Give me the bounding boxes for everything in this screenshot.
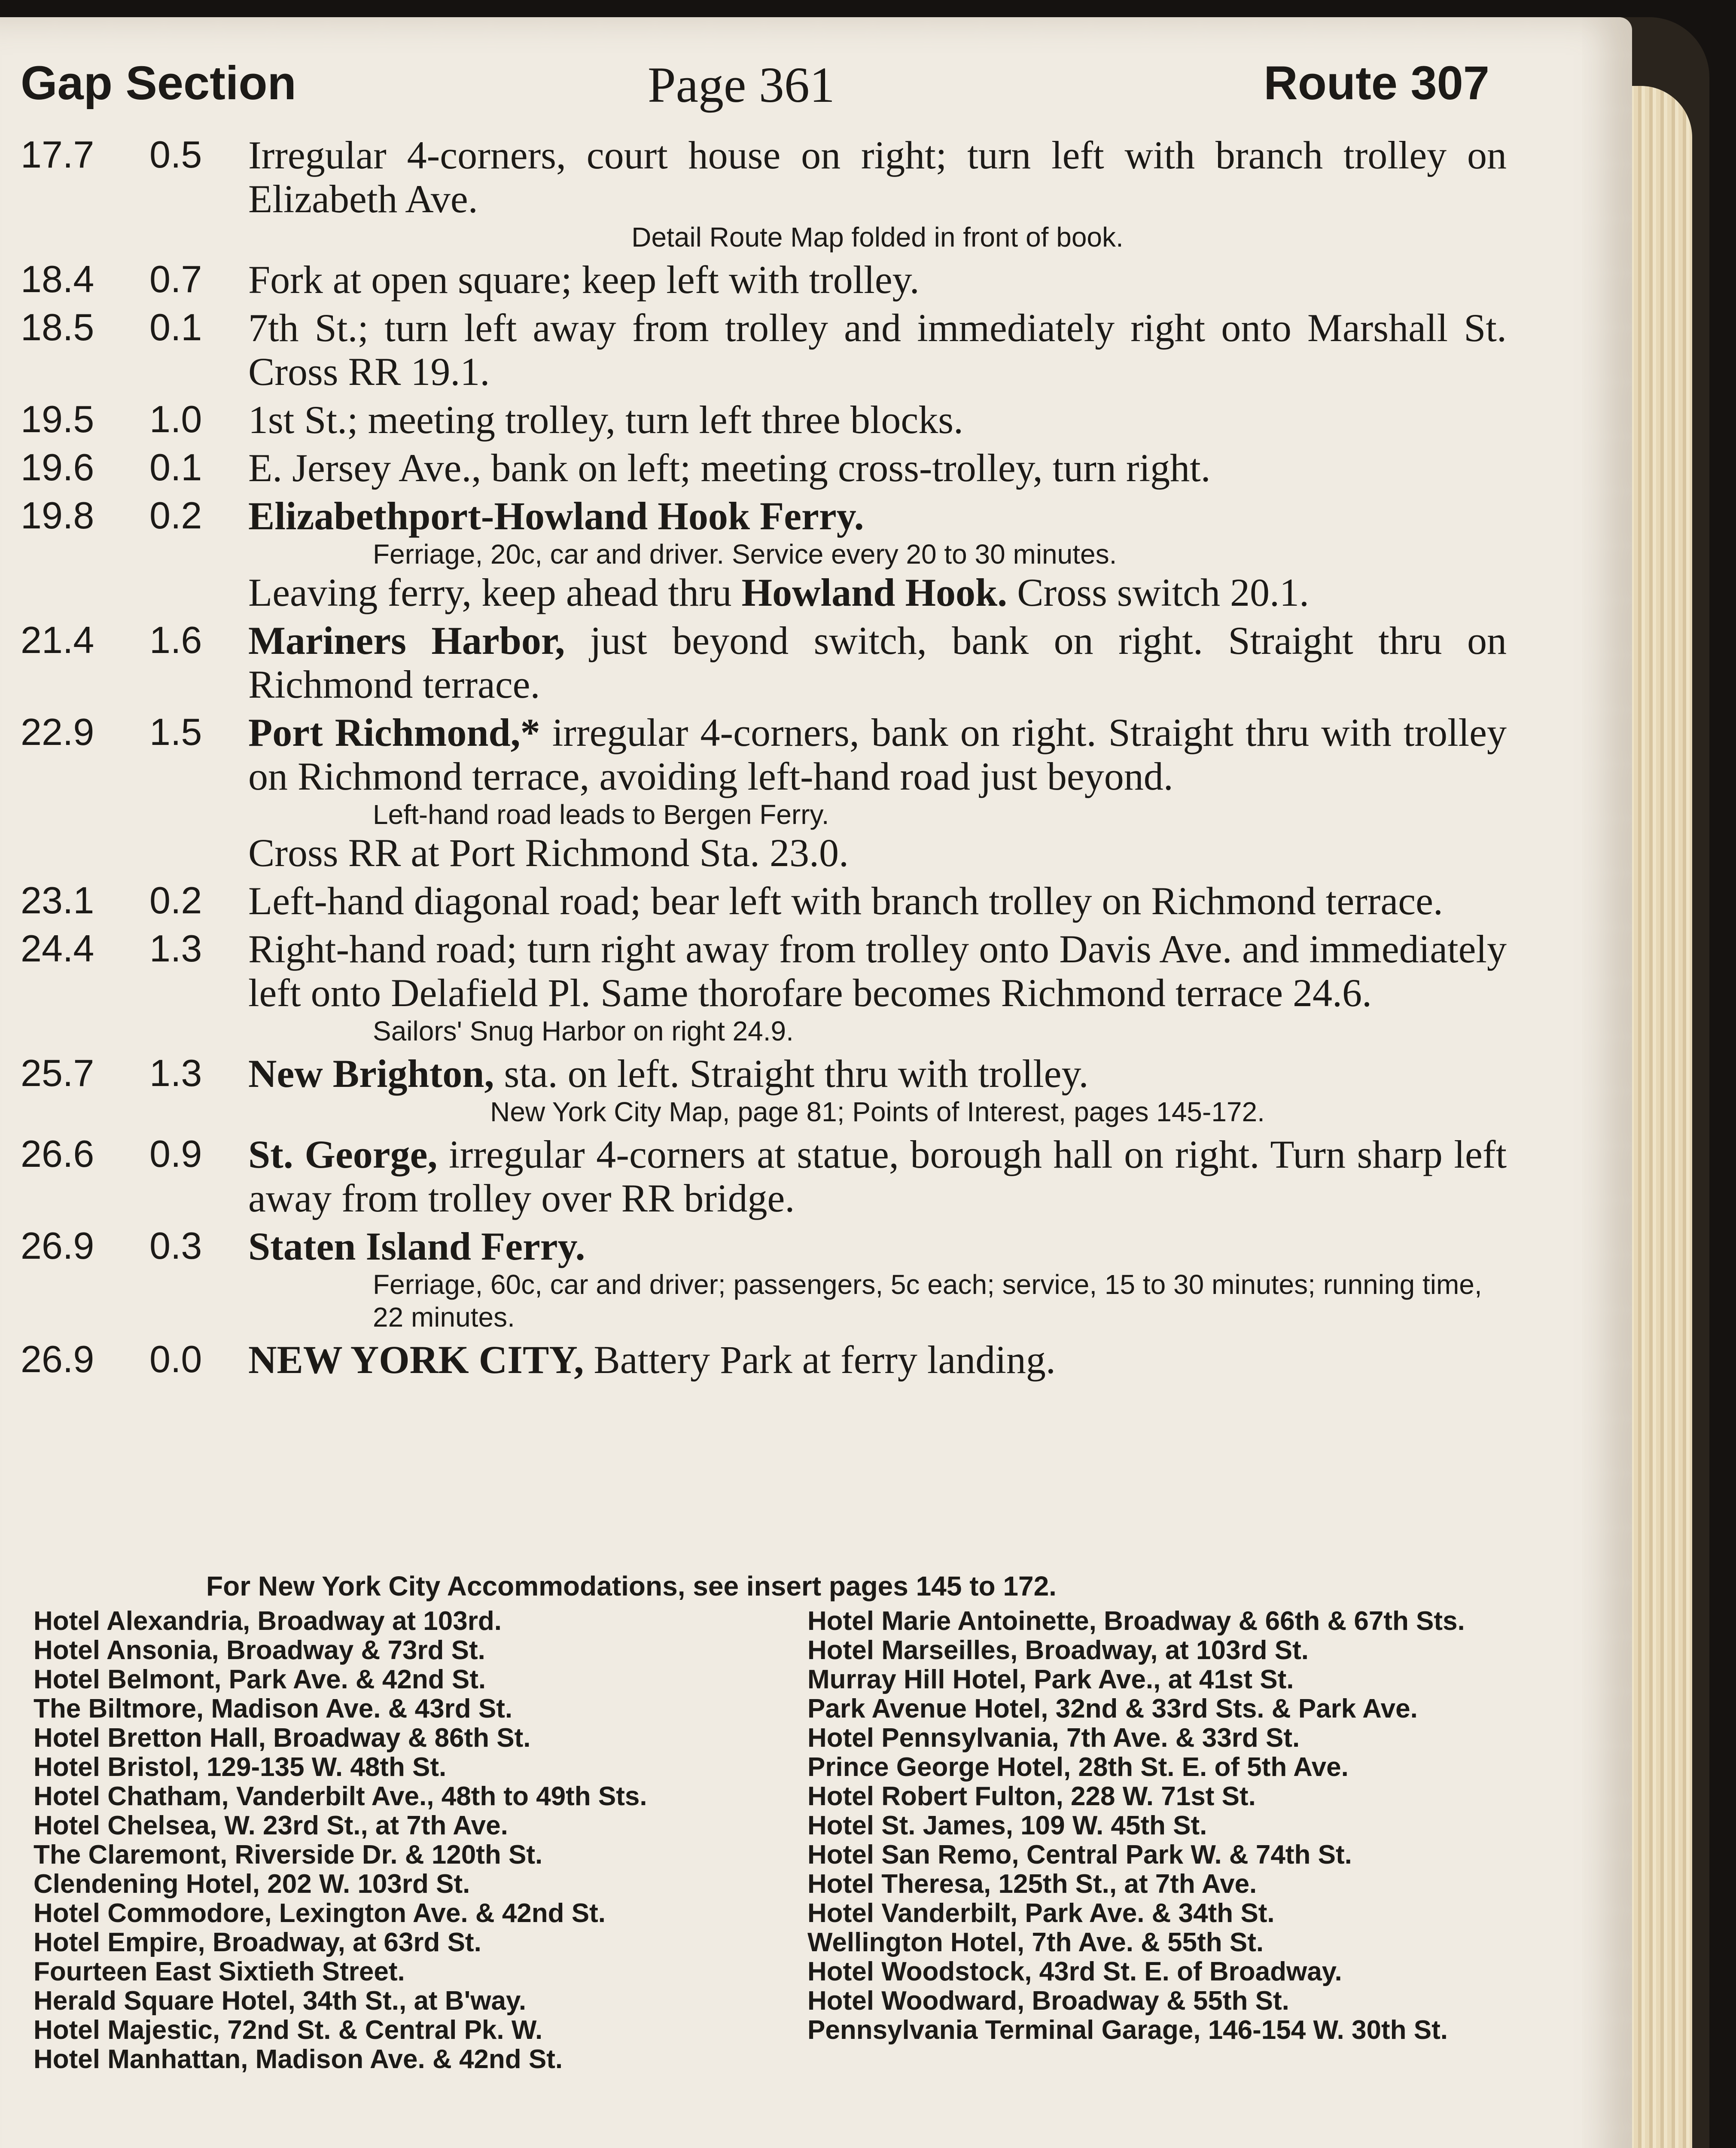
entry-text: Battery Park at ferry landing. [584, 1338, 1056, 1382]
entry-text: sta. on left. Straight thru with trolley. [494, 1052, 1089, 1095]
route-entry [21, 494, 1507, 614]
entry-continuation [248, 571, 1507, 614]
between-mileage: 1.3 [149, 1052, 202, 1094]
total-mileage: 19.8 [21, 494, 94, 537]
total-mileage: 26.9 [21, 1224, 94, 1267]
route-entry [21, 1052, 1507, 1128]
hotel-item: Wellington Hotel, 7th Ave. & 55th St. [807, 1928, 1264, 1957]
route-entry [21, 398, 1507, 442]
hotel-item: Hotel Empire, Broadway, at 63rd St. [34, 1928, 481, 1957]
page-header [21, 47, 1489, 112]
entry-text: Irregular 4-corners, court house on right; turn left with branch trolley on Elizabeth Ave. [248, 133, 1507, 221]
entry-text: Left-hand diagonal road; bear left with branch trolley on Richmond terrace. [248, 879, 1443, 923]
hotel-item: Hotel Majestic, 72nd St. & Central Pk. W. [34, 2015, 543, 2045]
hotel-item: Hotel Theresa, 125th St., at 7th Ave. [807, 1869, 1257, 1899]
hotel-item: Hotel San Remo, Central Park W. & 74th St. [807, 1840, 1352, 1870]
hotel-item: Hotel Woodstock, 43rd St. E. of Broadway. [807, 1957, 1342, 1986]
hotel-item: Herald Square Hotel, 34th St., at B'way. [34, 1986, 527, 2016]
between-mileage: 1.3 [149, 927, 202, 970]
total-mileage: 18.4 [21, 258, 94, 300]
hotel-item: Hotel Belmont, Park Ave. & 42nd St. [34, 1665, 486, 1694]
entry-continuation: Cross RR at Port Richmond Sta. 23.0. [248, 831, 849, 875]
book-page [0, 17, 1632, 2148]
total-mileage: 26.9 [21, 1338, 94, 1380]
hotel-item: Hotel Chelsea, W. 23rd St., at 7th Ave. [34, 1811, 508, 1840]
hotel-item: Hotel Commodore, Lexington Ave. & 42nd St. [34, 1898, 606, 1928]
hotel-item: Hotel Chatham, Vanderbilt Ave., 48th to 49th Sts. [34, 1782, 647, 1811]
place-name: NEW YORK CITY, [248, 1338, 584, 1382]
total-mileage: 26.6 [21, 1132, 94, 1175]
total-mileage: 18.5 [21, 306, 94, 348]
section-title: Gap Section [21, 57, 296, 110]
route-entry [21, 1224, 1507, 1333]
hotel-item: Hotel St. James, 109 W. 45th St. [807, 1811, 1207, 1840]
hotel-list-left [34, 1607, 755, 2074]
hotel-item: Clendening Hotel, 202 W. 103rd St. [34, 1869, 470, 1899]
hotel-item: Hotel Robert Fulton, 228 W. 71st St. [807, 1782, 1256, 1811]
between-mileage: 0.1 [149, 446, 202, 488]
entry-note: Ferriage, 20c, car and driver. Service every 20 to 30 minutes. [373, 539, 1117, 570]
route-number: Route 307 [1264, 57, 1489, 110]
total-mileage: 24.4 [21, 927, 94, 970]
page-number: Page 361 [648, 57, 835, 113]
entry-text: 7th St.; turn left away from trolley and immediately right onto Marshall St. Cross RR 19.1. [248, 306, 1507, 394]
hotel-item: Hotel Vanderbilt, Park Ave. & 34th St. [807, 1898, 1275, 1928]
place-name: Staten Island Ferry. [248, 1224, 585, 1268]
place-name: Howland Hook. [741, 571, 1008, 614]
entry-text: irregular 4-corners at statue, borough hall on right. Turn sharp left away from trolley over RR bridge. [248, 1132, 1507, 1220]
entry-note: Ferriage, 60c, car and driver; passengers, 5c each; service, 15 to 30 minutes; running time, 22 minutes. [373, 1269, 1482, 1333]
entry-note: New York City Map, page 81; Points of Interest, pages 145-172. [490, 1096, 1265, 1127]
route-entry [21, 879, 1507, 923]
hotel-item: Park Avenue Hotel, 32nd & 33rd Sts. & Park Ave. [807, 1694, 1418, 1724]
hotel-item: Hotel Alexandria, Broadway at 103rd. [34, 1606, 502, 1636]
place-name: Port Richmond,* [248, 711, 540, 754]
hotel-item: Hotel Marseilles, Broadway, at 103rd St. [807, 1635, 1309, 1665]
hotel-item: Hotel Manhattan, Madison Ave. & 42nd St. [34, 2044, 563, 2074]
route-entry [21, 258, 1507, 302]
route-entry [21, 133, 1507, 253]
route-entry [21, 927, 1507, 1047]
entry-text: Right-hand road; turn right away from trolley onto Davis Ave. and immediately left onto Delafield Pl. Same thorofare becomes Richmond terrace 24.6. [248, 927, 1507, 1015]
total-mileage: 19.6 [21, 446, 94, 488]
route-entry [21, 306, 1507, 394]
route-entry [21, 711, 1507, 875]
between-mileage: 0.1 [149, 306, 202, 348]
route-entry [21, 619, 1507, 706]
hotel-item: Prince George Hotel, 28th St. E. of 5th Ave. [807, 1752, 1349, 1782]
between-mileage: 1.6 [149, 619, 202, 661]
total-mileage: 21.4 [21, 619, 94, 661]
hotel-list-right [807, 1607, 1520, 2045]
hotel-item: Hotel Marie Antoinette, Broadway & 66th & 67th Sts. [807, 1606, 1465, 1636]
continuation-text: Cross switch 20.1. [1007, 571, 1309, 614]
between-mileage: 1.0 [149, 398, 202, 440]
hotel-item: Hotel Bristol, 129-135 W. 48th St. [34, 1752, 447, 1782]
hotel-item: The Biltmore, Madison Ave. & 43rd St. [34, 1694, 513, 1724]
total-mileage: 17.7 [21, 133, 94, 176]
place-name: Mariners Harbor, [248, 619, 565, 662]
entry-note: Sailors' Snug Harbor on right 24.9. [373, 1016, 794, 1047]
entry-text: irregular 4-corners, bank on right. Straight thru with trolley on Richmond terrace, avoiding left-hand road just beyond. [248, 711, 1507, 798]
between-mileage: 0.7 [149, 258, 202, 300]
route-entry [21, 446, 1507, 490]
between-mileage: 0.3 [149, 1224, 202, 1267]
hotel-item: Hotel Ansonia, Broadway & 73rd St. [34, 1635, 485, 1665]
entry-text: E. Jersey Ave., bank on left; meeting cross-trolley, turn right. [248, 446, 1211, 490]
entry-text: just beyond switch, bank on right. Straight thru on Richmond terrace. [248, 619, 1507, 706]
between-mileage: 0.0 [149, 1338, 202, 1380]
total-mileage: 25.7 [21, 1052, 94, 1094]
place-name: Elizabethport-Howland Hook Ferry. [248, 494, 864, 538]
total-mileage: 22.9 [21, 711, 94, 753]
hotel-item: Hotel Pennsylvania, 7th Ave. & 33rd St. [807, 1723, 1300, 1753]
place-name: New Brighton, [248, 1052, 494, 1095]
total-mileage: 19.5 [21, 398, 94, 440]
entry-text: 1st St.; meeting trolley, turn left three blocks. [248, 398, 964, 442]
entry-note: Left-hand road leads to Bergen Ferry. [373, 799, 829, 830]
total-mileage: 23.1 [21, 879, 94, 921]
between-mileage: 1.5 [149, 711, 202, 753]
between-mileage: 0.5 [149, 133, 202, 176]
hotel-item: Hotel Woodward, Broadway & 55th St. [807, 1986, 1289, 2016]
hotel-item: Fourteen East Sixtieth Street. [34, 1957, 405, 1986]
hotel-item: Murray Hill Hotel, Park Ave., at 41st St. [807, 1665, 1294, 1694]
between-mileage: 0.2 [149, 494, 202, 537]
entry-text: Fork at open square; keep left with trolley. [248, 258, 920, 302]
route-entry [21, 1338, 1507, 1382]
place-name: St. George, [248, 1132, 438, 1176]
between-mileage: 0.2 [149, 879, 202, 921]
entry-note: Detail Route Map folded in front of book. [631, 222, 1124, 253]
hotel-item: Pennsylvania Terminal Garage, 146-154 W. 30th St. [807, 2015, 1448, 2045]
hotel-item: Hotel Bretton Hall, Broadway & 86th St. [34, 1723, 531, 1753]
between-mileage: 0.9 [149, 1132, 202, 1175]
route-entries [21, 133, 1507, 1386]
accommodations-heading: For New York City Accommodations, see insert pages 145 to 172. [206, 1571, 1057, 1602]
hotel-item: The Claremont, Riverside Dr. & 120th St. [34, 1840, 543, 1870]
route-entry [21, 1132, 1507, 1220]
continuation-text: Leaving ferry, keep ahead thru [248, 571, 742, 614]
